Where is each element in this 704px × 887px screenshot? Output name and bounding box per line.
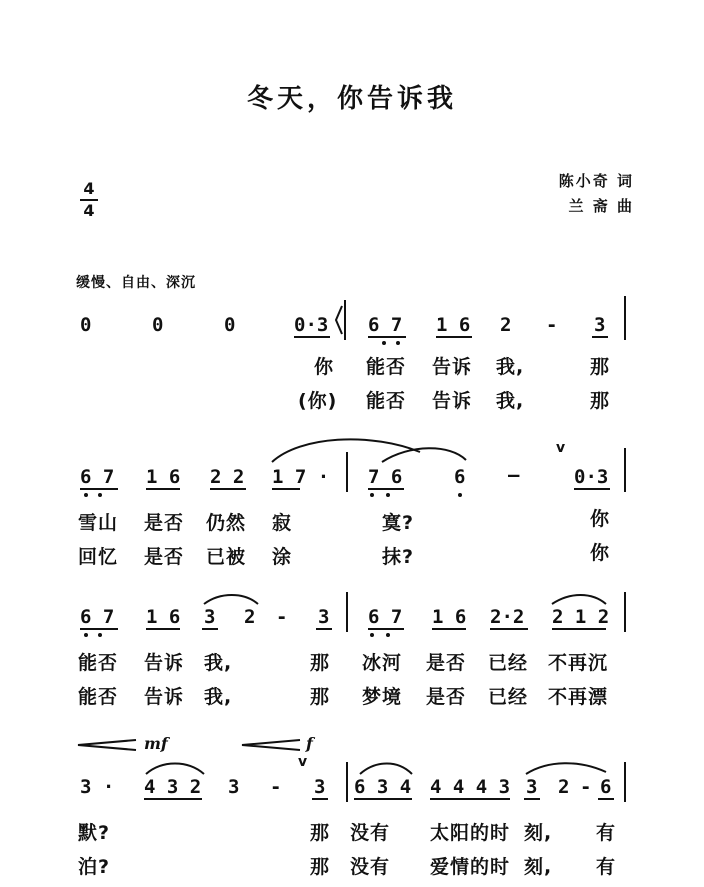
note-group: 6	[600, 776, 612, 798]
lyric: 告诉	[144, 686, 185, 708]
lyric: 没有	[350, 822, 391, 844]
note-group: 3	[314, 776, 326, 798]
breath-mark: v	[556, 440, 567, 456]
slur	[146, 764, 204, 775]
repeat-sign-mark	[336, 306, 342, 334]
note-group: 2	[558, 776, 570, 798]
note-group: 0	[224, 314, 236, 336]
note-group: 3	[526, 776, 538, 798]
lyric: (你)	[298, 390, 338, 412]
lyric: 我,	[496, 356, 525, 378]
lyric: 刻,	[524, 856, 553, 878]
note-group: 4 4 4 3	[430, 776, 511, 798]
lyric: 是否	[144, 546, 185, 568]
note-group: 1 7 ·	[272, 466, 330, 488]
time-signature-top: 4	[83, 179, 95, 198]
lyric: 寂	[272, 512, 293, 534]
lyric: 已经	[488, 652, 529, 674]
lyric: 已经	[488, 686, 529, 708]
note-group: 2 1 2	[552, 606, 610, 628]
lyric: 能否	[366, 356, 407, 378]
note-group: 7 6	[368, 466, 403, 488]
lyric: 告诉	[432, 390, 473, 412]
breath-mark: v	[298, 754, 309, 770]
lyric: 我,	[204, 686, 233, 708]
octave-dot	[370, 633, 374, 637]
lyric: 那	[310, 652, 331, 674]
note-group: 1 6	[146, 606, 181, 628]
time-signature-bottom: 4	[83, 201, 95, 220]
lyric: 那	[590, 356, 611, 378]
lyric: 梦境	[362, 686, 403, 708]
note-group: -	[276, 606, 288, 628]
octave-dot	[386, 633, 390, 637]
slur	[204, 595, 258, 604]
note-group: -	[270, 776, 282, 798]
note-group: 0	[152, 314, 164, 336]
lyric: 太阳的时	[430, 822, 511, 844]
lyric: 能否	[78, 686, 119, 708]
note-group: 2	[244, 606, 256, 628]
lyric: 有	[596, 856, 617, 878]
note-group: 6 7	[80, 606, 115, 628]
note-group: 6	[454, 466, 466, 488]
lyric: 泊?	[78, 856, 111, 878]
note-group: 3	[228, 776, 240, 798]
lyric: 是否	[426, 686, 467, 708]
dynamic-mf: mf	[144, 734, 168, 753]
lyric: 我,	[496, 390, 525, 412]
octave-dot	[458, 493, 462, 497]
slur	[526, 763, 606, 774]
note-group: 6 7	[80, 466, 115, 488]
lyric: 你	[590, 508, 611, 530]
page-title: 冬天，你告诉我	[246, 84, 457, 114]
lyric: 告诉	[432, 356, 473, 378]
note-group: -	[546, 314, 558, 336]
lyric: 涂	[272, 546, 293, 568]
note-group: 3	[204, 606, 216, 628]
octave-dot	[98, 633, 102, 637]
lyric: 雪山	[78, 512, 119, 534]
note-group: 3	[594, 314, 606, 336]
lyric: 寞?	[382, 512, 415, 534]
lyric: 是否	[426, 652, 467, 674]
note-group: 0	[80, 314, 92, 336]
tempo-marking: 缓慢、自由、深沉	[76, 275, 196, 291]
lyric: 刻,	[524, 822, 553, 844]
lyric: 告诉	[144, 652, 185, 674]
slur	[552, 595, 606, 604]
lyric: 回忆	[78, 546, 119, 568]
note-group: 1 6	[436, 314, 471, 336]
octave-dot	[84, 493, 88, 497]
octave-dot	[84, 633, 88, 637]
lyricist-credit: 陈小奇 词	[558, 172, 634, 190]
lyric: 没有	[350, 856, 391, 878]
note-group: 6 7	[368, 314, 403, 336]
crescendo-hairpin	[242, 740, 300, 750]
lyric: 那	[310, 686, 331, 708]
lyric: 有	[596, 822, 617, 844]
lyric: 已被	[206, 546, 247, 568]
lyric: 不再沉	[548, 652, 609, 674]
lyric: 那	[590, 390, 611, 412]
note-group: 2 2	[210, 466, 245, 488]
lyric: 默?	[78, 822, 111, 844]
note-group: 1 6	[146, 466, 181, 488]
octave-dot	[396, 341, 400, 345]
lyric: 能否	[366, 390, 407, 412]
dynamic-f: f	[306, 734, 313, 753]
note-group: 0·3	[294, 314, 329, 336]
note-group: 3 ·	[80, 776, 115, 798]
slur	[272, 439, 420, 462]
octave-dot	[98, 493, 102, 497]
note-group: 0·3	[574, 466, 609, 488]
note-group: 2	[500, 314, 512, 336]
note-group: 4 3 2	[144, 776, 202, 798]
note-group: 2·2	[490, 606, 525, 628]
note-group: 6 3 4	[354, 776, 412, 798]
lyric: 爱情的时	[430, 856, 511, 878]
octave-dot	[370, 493, 374, 497]
note-group: 1 6	[432, 606, 467, 628]
octave-dot	[382, 341, 386, 345]
lyric: 是否	[144, 512, 185, 534]
octave-dot	[386, 493, 390, 497]
crescendo-hairpin	[78, 740, 136, 750]
lyric: 抹?	[382, 546, 415, 568]
slur	[382, 448, 466, 462]
composer-credit: 兰 斋 曲	[568, 197, 634, 215]
lyric: 那	[310, 856, 331, 878]
lyric: 冰河	[362, 652, 403, 674]
slur	[360, 764, 412, 775]
lyric: 你	[314, 356, 335, 378]
note-group: 6 7	[368, 606, 403, 628]
lyric: 那	[310, 822, 331, 844]
lyric: 你	[590, 542, 611, 564]
lyric: 不再漂	[548, 686, 609, 708]
lyric: 仍然	[206, 512, 247, 534]
note-group: —	[508, 464, 520, 486]
lyric: 能否	[78, 652, 119, 674]
note-group: 3	[318, 606, 330, 628]
note-group: -	[580, 776, 592, 798]
lyric: 我,	[204, 652, 233, 674]
